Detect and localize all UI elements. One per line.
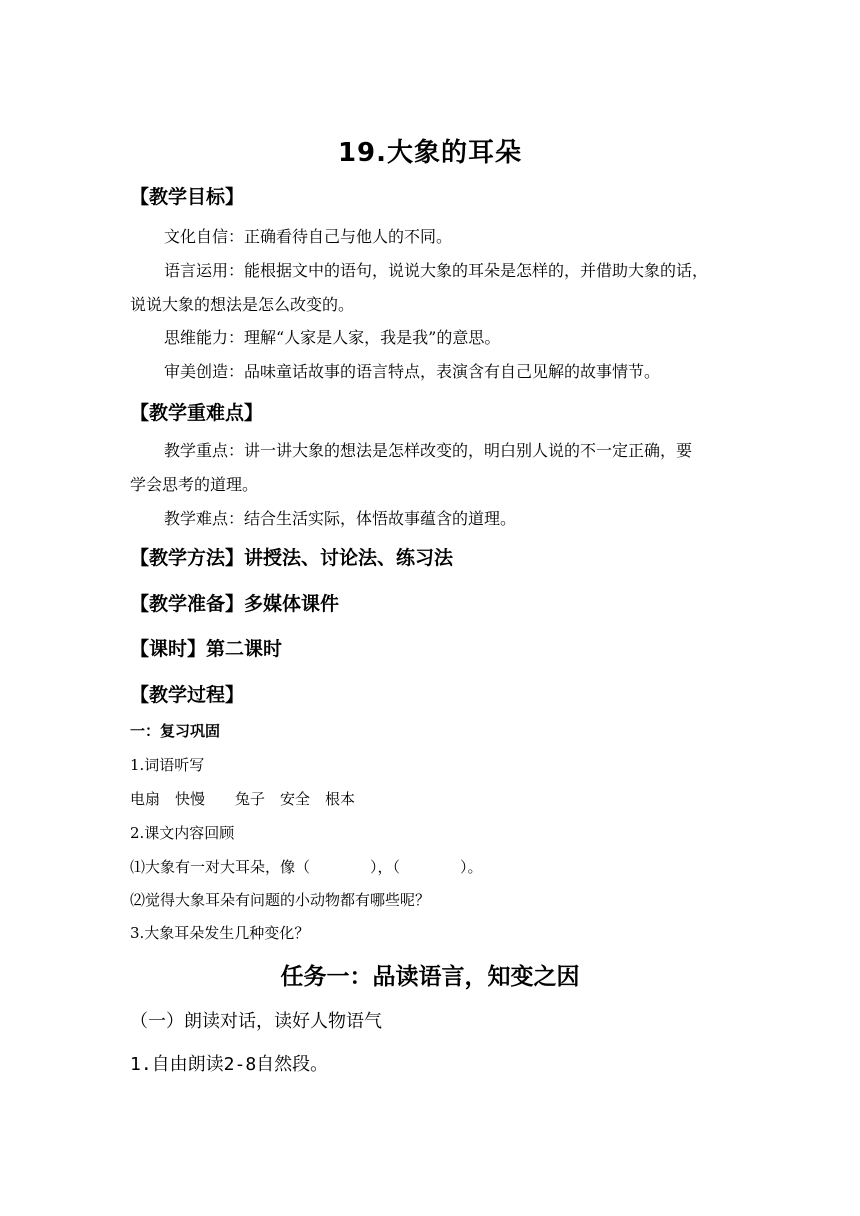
keypoint-focus-line2: 学会思考的道理。 [130,475,259,494]
review-section-title: 一：复习巩固 [130,722,221,740]
goal-language-line2: 说说大象的想法是怎么改变的。 [130,295,355,314]
review-item-changes: 3.大象耳朵发生几种变化？ [130,924,310,942]
keypoint-difficulty: 教学难点：结合生活实际，体悟故事蕴含的道理。 [164,509,517,528]
recall-question-1: ⑴大象有一对大耳朵，像（ ），（ ）。 [130,858,483,876]
period-line: 【课时】第二课时 [130,638,283,660]
dictation-words: 电扇 快慢 兔子 安全 根本 [130,790,356,808]
goal-language-line1: 语言运用：能根据文中的语句，说说大象的耳朵是怎样的，并借助大象的话， [164,261,709,280]
keypoint-focus-line1: 教学重点：讲一讲大象的想法是怎样改变的，明白别人说的不一定正确，要 [164,441,693,460]
task1-heading: 任务一：品读语言，知变之因 [280,964,580,990]
task1-subheading: （一）朗读对话，读好人物语气 [130,1011,382,1032]
process-heading: 【教学过程】 [130,684,245,706]
review-item-recall: 2.课文内容回顾 [130,824,235,842]
goals-heading: 【教学目标】 [130,186,245,208]
keypoints-heading: 【教学重难点】 [130,402,264,424]
recall-question-2: ⑵觉得大象耳朵有问题的小动物都有哪些呢？ [130,891,431,909]
goal-thinking: 思维能力：理解“人家是人家，我是我”的意思。 [164,328,501,347]
goal-culture: 文化自信：正确看待自己与他人的不同。 [164,227,453,246]
document-title: 19.大象的耳朵 [337,138,523,168]
review-item-dictation: 1.词语听写 [130,756,205,774]
method-line: 【教学方法】讲授法、讨论法、练习法 [130,547,454,569]
prep-line: 【教学准备】多媒体课件 [130,593,340,615]
task1-step1: 1.自由朗读2-8自然段。 [130,1054,329,1075]
goal-aesthetic: 审美创造：品味童话故事的语言特点，表演含有自己见解的故事情节。 [164,362,661,381]
